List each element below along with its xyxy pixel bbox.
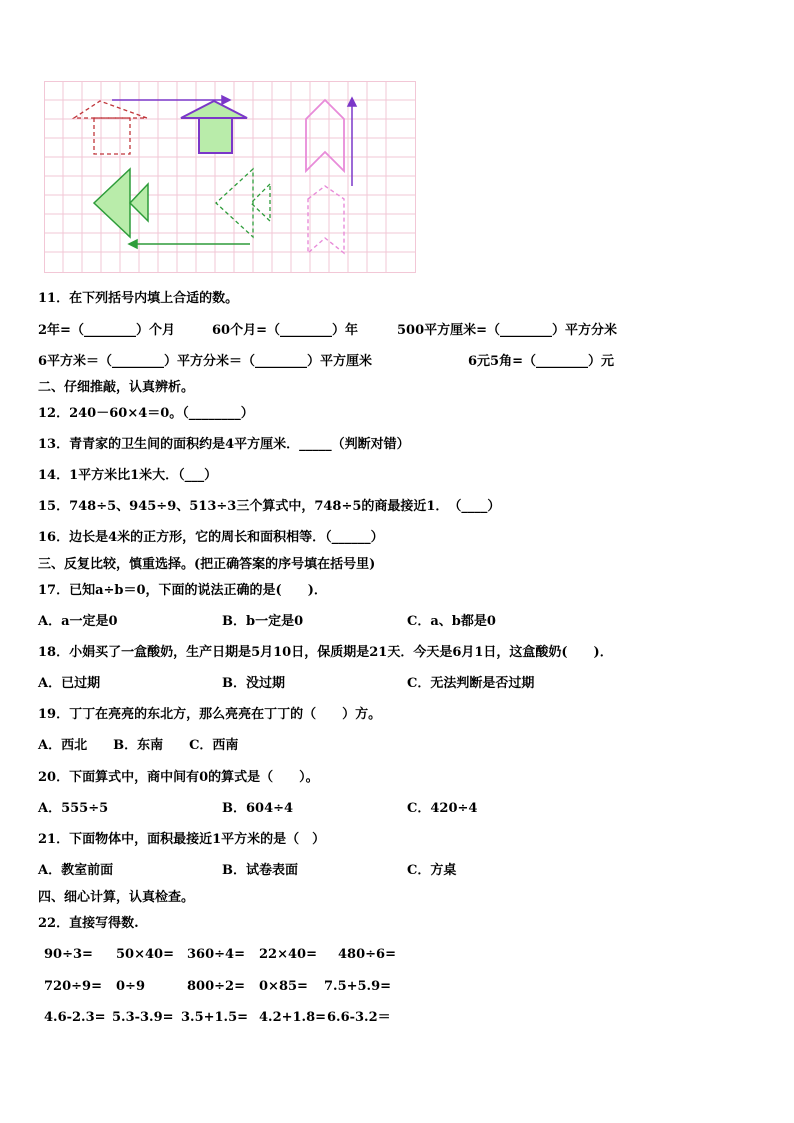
calc-item: 720÷9= — [44, 979, 102, 994]
q11-blank-3: 500平方厘米=（________）平方分米 — [397, 323, 618, 338]
q22-stem: 22．直接写得数. — [38, 916, 139, 931]
q18-option-c: C．无法判断是否过期 — [407, 676, 535, 691]
q16: 16．边长是4米的正方形，它的周长和面积相等．（______） — [38, 530, 384, 545]
q12: 12．240－60×4＝0。（________） — [38, 406, 254, 421]
calc-item: 800÷2= — [187, 979, 245, 994]
q17-option-a: A．a一定是0 — [38, 614, 118, 629]
pink-shape-solid — [306, 100, 344, 171]
q15: 15．748÷5、945÷9、513÷3三个算式中，748÷5的商最接近1． （____） — [38, 499, 501, 514]
translation-figure — [44, 81, 416, 273]
calc-item: 5.3-3.9= — [112, 1010, 174, 1025]
q21-option-b: B．试卷表面 — [222, 863, 298, 878]
q20-stem: 20．下面算式中，商中间有0的算式是（ ）。 — [38, 770, 319, 785]
calc-item: 0×85= — [259, 979, 308, 994]
q11-stem: 11．在下列括号内填上合适的数。 — [38, 291, 239, 306]
house-solid — [181, 101, 247, 153]
section-4-heading: 四、细心计算，认真检查。 — [38, 890, 195, 905]
q21-option-a: A．教室前面 — [38, 863, 114, 878]
house-dashed — [74, 101, 147, 154]
q19-stem: 19．丁丁在亮亮的东北方，那么亮亮在丁丁的（ ）方。 — [38, 707, 382, 722]
q18-option-b: B．没过期 — [222, 676, 285, 691]
q21-stem: 21．下面物体中，面积最接近1平方米的是（ ） — [38, 832, 326, 847]
calc-item: 6.6-3.2＝ — [327, 1010, 391, 1025]
q17-stem: 17．已知a÷b＝0，下面的说法正确的是( )． — [38, 583, 327, 598]
green-triangles-solid — [94, 169, 148, 237]
pink-shape-dashed — [308, 186, 344, 253]
q20-option-a: A．555÷5 — [38, 801, 109, 816]
q17-option-c: C．a、b都是0 — [407, 614, 496, 629]
calc-item: 7.5+5.9= — [324, 979, 392, 994]
q11-blank-4: 6平方米＝（________）平方分米＝（________）平方厘米 — [38, 354, 373, 369]
q18-option-a: A．已过期 — [38, 676, 101, 691]
calc-item: 22×40= — [259, 947, 317, 962]
calc-item: 0÷9 — [116, 979, 145, 994]
q14: 14．1平方米比1米大．（___） — [38, 468, 218, 483]
q11-blank-1: 2年=（________）个月 — [38, 323, 175, 338]
calc-item: 3.5+1.5= — [181, 1010, 249, 1025]
calc-item: 4.2+1.8= — [259, 1010, 327, 1025]
q17-option-b: B．b一定是0 — [222, 614, 304, 629]
q21-option-c: C．方桌 — [407, 863, 457, 878]
section-2-heading: 二、仔细推敲，认真辨析。 — [38, 380, 195, 395]
q20-option-c: C．420÷4 — [407, 801, 478, 816]
calc-item: 50×40= — [116, 947, 174, 962]
arrow-left — [129, 240, 250, 248]
calc-item: 480÷6= — [338, 947, 396, 962]
green-triangles-dashed — [216, 169, 270, 237]
q13: 13．青青家的卫生间的面积约是4平方厘米．_____（判断对错） — [38, 437, 410, 452]
q19-options: A．西北 B．东南 C．西南 — [38, 738, 239, 753]
q11-blank-2: 60个月=（________）年 — [212, 323, 358, 338]
q11-blank-5: 6元5角=（________）元 — [468, 354, 614, 369]
q18-stem: 18．小娟买了一盒酸奶，生产日期是5月10日，保质期是21天．今天是6月1日，这盒酸奶( )． — [38, 645, 613, 660]
calc-item: 4.6-2.3= — [44, 1010, 106, 1025]
q20-option-b: B．604÷4 — [222, 801, 294, 816]
calc-item: 360÷4= — [187, 947, 245, 962]
arrow-up — [348, 98, 356, 186]
section-3-heading: 三、反复比较，慎重选择。(把正确答案的序号填在括号里) — [38, 557, 376, 572]
calc-item: 90÷3= — [44, 947, 93, 962]
